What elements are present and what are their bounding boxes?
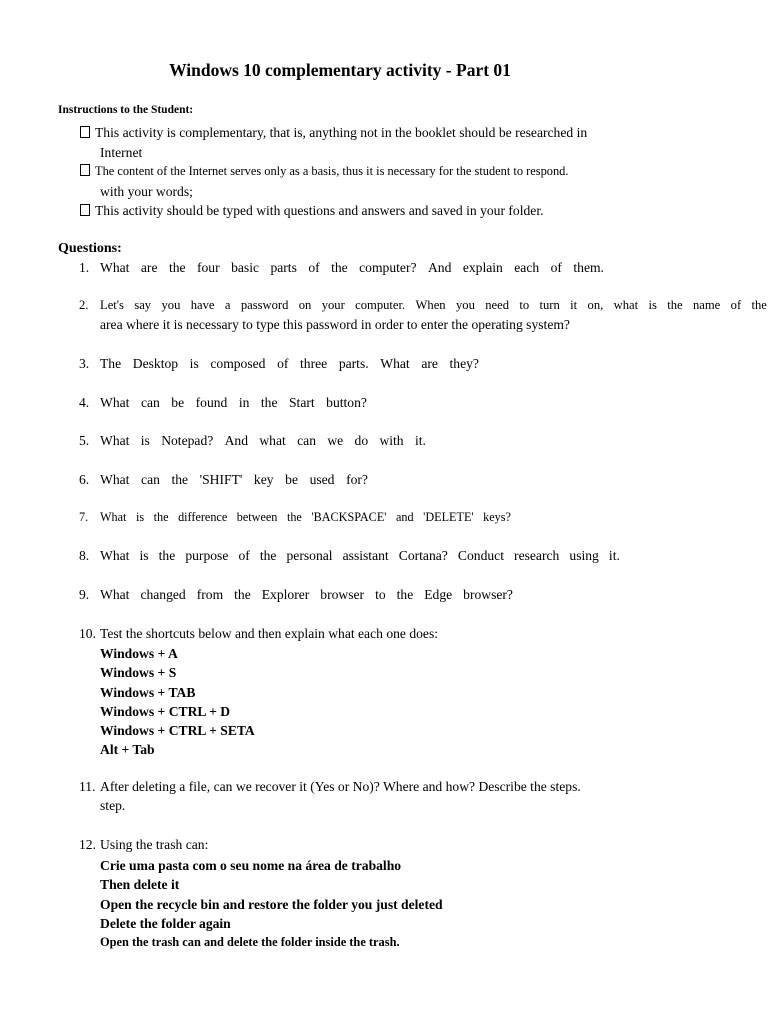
question-item [79,356,479,372]
instruction-line: This activity is complementary, that is, anything not in the booklet should be researched in [95,125,588,140]
question-number: 8. [79,548,90,563]
question-number: 6. [79,472,90,487]
checkbox-icon [80,164,90,176]
trash-step: Delete the folder again [100,915,231,931]
question-text: What is the purpose of the personal assistant Cortana? Conduct research using it. [100,548,620,563]
question-text-continuation: area where it is necessary to type this password in order to enter the operating system? [100,317,570,332]
trash-step: Crie uma pasta com o seu nome na área de trabalho [100,858,402,873]
question-item [79,587,513,603]
trash-step: Open the trash can and delete the folder inside the trash. [100,935,400,950]
instruction-continuation: with your words; [100,183,193,199]
instruction-item [80,123,640,162]
question-text: After deleting a file, can we recover it (Yes or No)? Where and how? Describe the steps. [100,779,581,794]
shortcut-list [100,644,255,760]
checkbox-icon [80,204,90,216]
instructions-heading: Instructions to the Student: [58,104,194,116]
instruction-item [80,162,640,201]
question-number: 9. [79,587,90,602]
instruction-line: This activity should be typed with questions and answers and saved in your folder. [95,203,544,218]
trash-step: Then delete it [100,877,180,893]
trash-steps-list [100,856,443,952]
question-text: What are the four basic parts of the computer? And explain each of them. [100,260,604,275]
question-item [79,433,426,449]
question-text: The Desktop is composed of three parts. What are they? [100,356,479,371]
shortcut-item: Windows + A [100,646,178,661]
page-title: Windows 10 complementary activity - Part 01 [169,60,511,80]
question-item [79,626,438,642]
question-text: Using the trash can: [100,837,209,852]
question-item [79,260,604,276]
question-text: What changed from the Explorer browser to the Edge browser? [100,587,513,602]
question-number: 5. [79,433,90,448]
question-item [79,472,368,488]
shortcut-item: Windows + CTRL + D [100,703,231,719]
instruction-item [80,201,640,221]
question-number: 12. [79,837,96,852]
shortcut-item: Windows + TAB [100,684,196,700]
question-text-continuation: step. [100,798,126,813]
question-text: What is the difference between the 'BACKSPACE' and 'DELETE' keys? [100,510,511,524]
trash-step: Open the recycle bin and restore the folder you just deleted [100,896,443,912]
question-item [79,395,367,411]
question-item [79,837,208,853]
shortcut-item: Windows + CTRL + SETA [100,723,255,739]
instruction-continuation: Internet [100,144,143,160]
question-number: 4. [79,395,90,410]
question-text: What is Notepad? And what can we do with it. [100,433,426,448]
question-number: 3. [79,356,90,371]
questions-heading: Questions: [58,241,122,256]
question-text: What can be found in the Start button? [100,395,367,410]
instruction-line: The content of the Internet serves only as a basis, thus it is necessary for the student to respond. [95,164,569,178]
question-number: 11. [79,779,96,794]
question-item [79,548,620,564]
checkbox-icon [80,126,90,138]
question-number: 10. [79,626,96,641]
question-text: What can the 'SHIFT' key be used for? [100,472,368,487]
question-number: 2. [79,298,89,312]
question-number: 7. [79,510,89,524]
question-item [79,779,581,817]
instructions-list [80,123,640,221]
question-item [79,510,511,525]
shortcut-item: Windows + S [100,665,177,681]
question-item [79,298,767,337]
question-text: Test the shortcuts below and then explain what each one does: [100,626,439,641]
question-text: Let's say you have a password on your computer. When you need to turn it on, what is the name of the [100,298,767,312]
shortcut-item: Alt + Tab [100,742,155,758]
question-number: 1. [79,260,90,275]
